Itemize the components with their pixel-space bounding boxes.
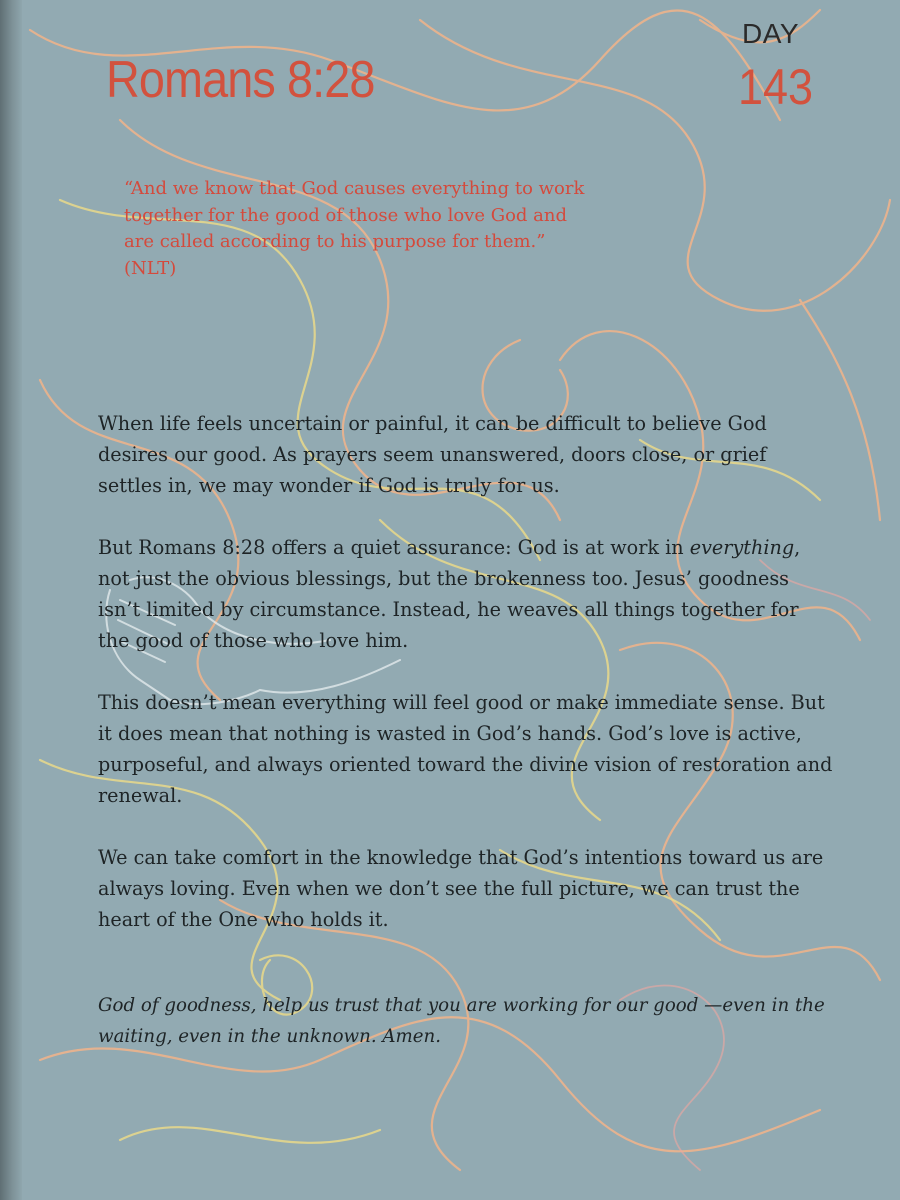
emphasized-word: everything [689,536,795,559]
devotional-body [98,408,833,966]
body-text-segment: But Romans 8:28 offers a quiet assurance: God is at work in [98,536,690,559]
day-label: DAY [742,18,799,49]
day-number: 143 [738,59,814,115]
closing-prayer: God of goodness, help us trust that you are working for our good —even in the waiting, even in the unknown. Amen. [98,995,825,1047]
page-title: Romans 8:28 [106,51,375,109]
scripture-quote: “And we know that God causes everything to work together for the good of those who love God and are called according to his purpose for them.” (NLT) [124,178,585,279]
body-paragraph [98,532,833,656]
body-paragraph: When life feels uncertain or painful, it can be difficult to believe God desires our good. As prayers seem unanswered, doors close, or grief settles in, we may wonder if God is truly for us. [98,412,767,497]
body-paragraph: This doesn’t mean everything will feel good or make immediate sense. But it does mean that nothing is wasted in God’s hands. God’s love is active, purposeful, and always oriented toward the divine vision of restoration and renewal. [98,691,833,807]
body-text-segment: , not just the obvious blessings, but the brokenness too. Jesus’ goodness isn’t limited by circumstance. Instead, he weaves all things together for the good of those who love him. [98,536,801,652]
body-paragraph: We can take comfort in the knowledge that God’s intentions toward us are always loving. Even when we don’t see the full picture, we can trust the heart of the One who holds it. [98,846,824,931]
